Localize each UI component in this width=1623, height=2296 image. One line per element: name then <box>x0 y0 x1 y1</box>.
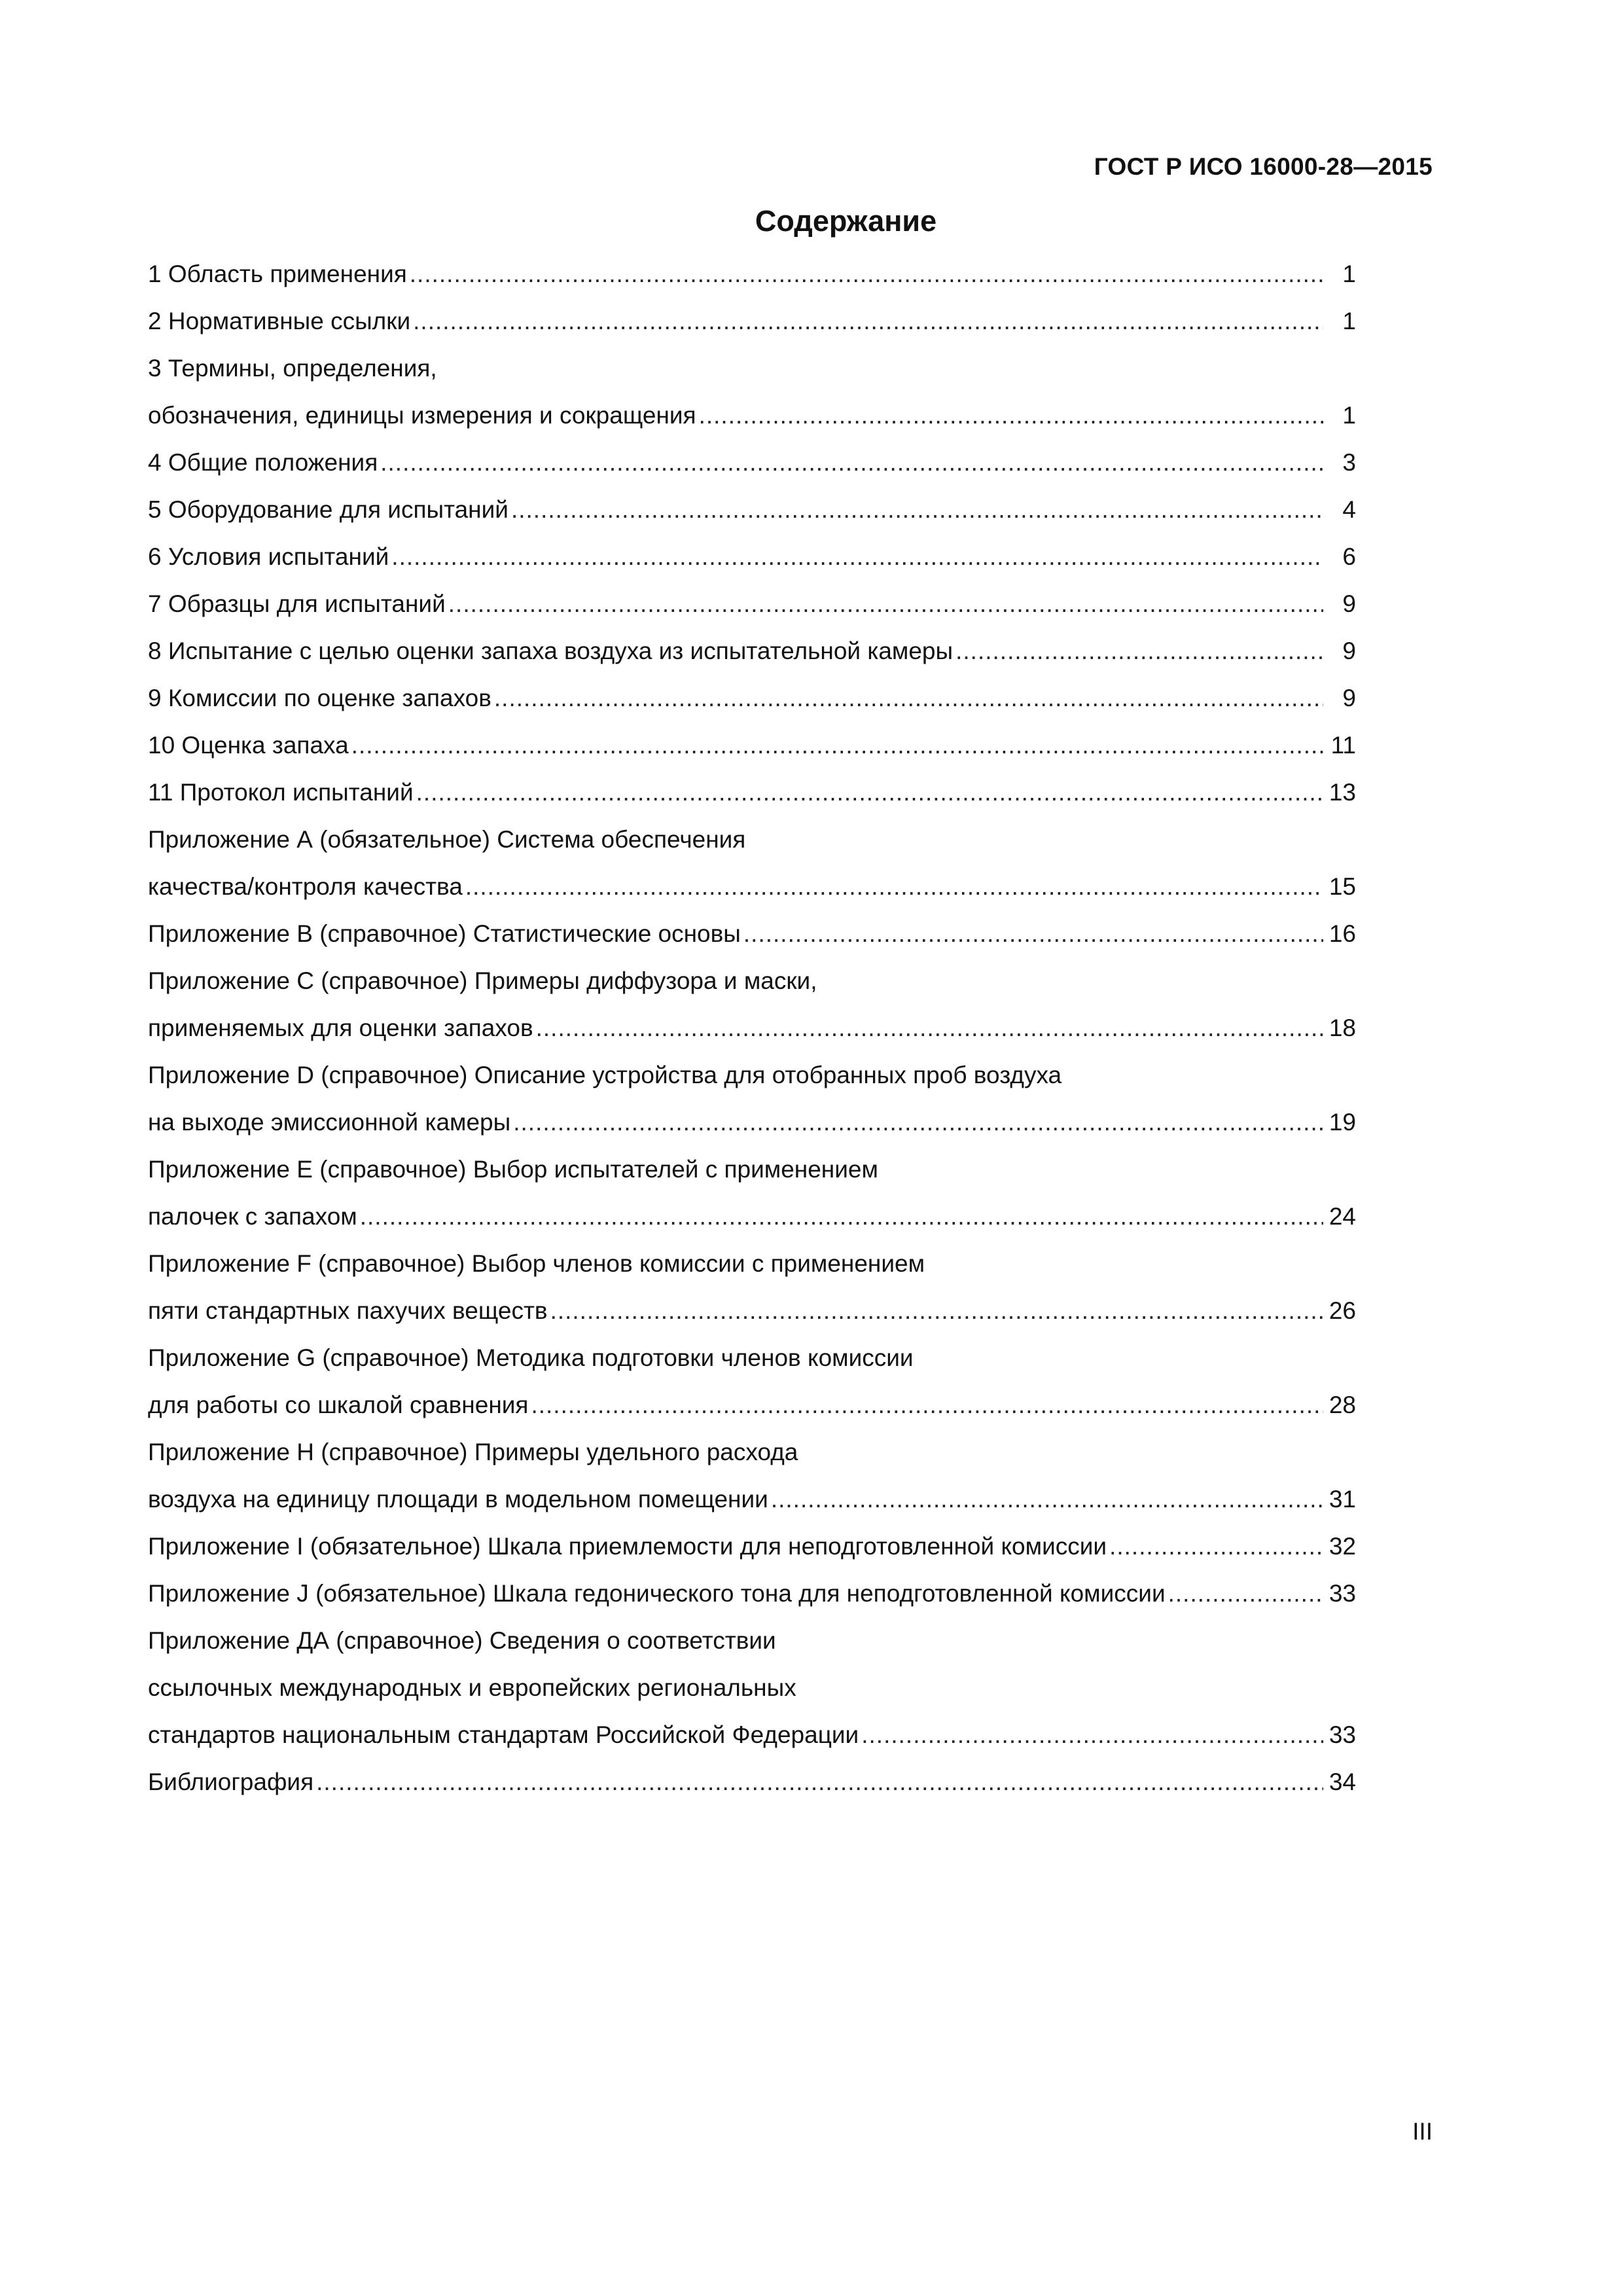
toc-page-number: 33 <box>1329 1580 1356 1607</box>
toc-entry-line <box>148 1570 1356 1617</box>
toc-entry-line <box>148 1287 1356 1335</box>
toc-entry-text: Приложение G (справочное) Методика подготовки членов комиссии <box>148 1344 914 1371</box>
dot-leader <box>1109 1533 1323 1560</box>
dot-leader <box>416 779 1323 806</box>
toc-entry-line <box>148 1712 1356 1759</box>
toc-page-number: 28 <box>1329 1391 1356 1418</box>
dot-leader <box>448 590 1323 618</box>
dot-leader <box>360 1203 1323 1230</box>
toc-page-number: 16 <box>1329 920 1356 947</box>
toc-page-number: 1 <box>1342 260 1356 287</box>
toc-entry-line <box>148 581 1356 628</box>
toc-entry-text: Приложение А (обязательное) Система обеспечения <box>148 826 746 853</box>
toc-page-number: 24 <box>1329 1203 1356 1230</box>
toc-entry-line <box>148 298 1356 345</box>
toc-entry-text: на выходе эмиссионной камеры <box>148 1109 511 1136</box>
toc-entry-line <box>148 1429 1356 1476</box>
toc-page-number: 9 <box>1342 685 1356 711</box>
toc-entry-text: 8 Испытание с целью оценки запаха воздуха из испытательной камеры <box>148 637 954 664</box>
toc-entry-line <box>148 628 1356 675</box>
toc-page-number: 1 <box>1342 402 1356 429</box>
toc-entry-line <box>148 1146 1356 1193</box>
dot-leader <box>494 685 1323 712</box>
toc-entry-text: 5 Оборудование для испытаний <box>148 496 508 523</box>
dot-leader <box>771 1486 1323 1513</box>
toc-entry-line <box>148 1193 1356 1240</box>
toc-entry-line <box>148 816 1356 863</box>
toc-entry-line <box>148 486 1356 533</box>
toc-entry-text: 9 Комиссии по оценке запахов <box>148 685 491 711</box>
toc-page-number: 6 <box>1342 543 1356 570</box>
toc-page-number: 19 <box>1329 1109 1356 1136</box>
toc-entry-line <box>148 1617 1356 1664</box>
dot-leader <box>536 1014 1323 1042</box>
document-code: ГОСТ Р ИСО 16000-28—2015 <box>1094 153 1433 180</box>
toc-entry-line <box>148 722 1356 769</box>
toc-entry-text: Приложение D (справочное) Описание устройства для отобранных проб воздуха <box>148 1062 1062 1088</box>
toc-entry-text: Приложение I (обязательное) Шкала приемлемости для неподготовленной комиссии <box>148 1533 1107 1560</box>
toc-entry-line <box>148 769 1356 816</box>
dot-leader <box>410 260 1323 288</box>
toc-entry-text: Приложение J (обязательное) Шкала гедонического тона для неподготовленной комиссии <box>148 1580 1166 1607</box>
toc-entry-text: Приложение ДА (справочное) Сведения о соответствии <box>148 1627 776 1654</box>
toc-entry-line <box>148 251 1356 298</box>
toc-entry-text: 6 Условия испытаний <box>148 543 389 570</box>
table-of-contents <box>148 251 1356 1806</box>
toc-entry-text: Приложение Е (справочное) Выбор испытателей с применением <box>148 1156 878 1183</box>
dot-leader <box>316 1768 1323 1796</box>
toc-entry-line <box>148 1005 1356 1052</box>
toc-entry-text: 2 Нормативные ссылки <box>148 308 411 334</box>
toc-entry-line <box>148 1759 1356 1806</box>
page-number: III <box>1412 2118 1433 2145</box>
toc-entry-line <box>148 533 1356 581</box>
toc-entry-text: Приложение С (справочное) Примеры диффузора и маски, <box>148 967 817 994</box>
toc-title: Содержание <box>755 204 937 238</box>
toc-entry-line <box>148 392 1356 439</box>
toc-page-number: 31 <box>1329 1486 1356 1513</box>
toc-entry-text: Приложение Н (справочное) Примеры удельного расхода <box>148 1439 798 1465</box>
toc-entry-line <box>148 1664 1356 1712</box>
dot-leader <box>380 449 1323 476</box>
toc-page-number: 11 <box>1330 732 1356 759</box>
toc-entry-line <box>148 1099 1356 1146</box>
toc-entry-line <box>148 1382 1356 1429</box>
toc-entry-text: качества/контроля качества <box>148 873 463 900</box>
toc-page-number: 26 <box>1329 1297 1356 1324</box>
toc-entry-text: ссылочных международных и европейских региональных <box>148 1674 796 1701</box>
toc-entry-line <box>148 345 1356 392</box>
toc-entry-text: воздуха на единицу площади в модельном помещении <box>148 1486 768 1513</box>
dot-leader <box>465 873 1323 901</box>
toc-page-number: 32 <box>1329 1533 1356 1560</box>
dot-leader <box>511 496 1323 524</box>
toc-entry-text: 7 Образцы для испытаний <box>148 590 446 617</box>
toc-page-number: 13 <box>1329 779 1356 806</box>
toc-page-number: 15 <box>1329 873 1356 900</box>
toc-entry-text: Приложение F (справочное) Выбор членов комиссии с применением <box>148 1250 925 1277</box>
toc-entry-line <box>148 1476 1356 1523</box>
toc-entry-text: 11 Протокол испытаний <box>148 779 414 806</box>
toc-entry-line <box>148 675 1356 722</box>
dot-leader <box>743 920 1323 948</box>
toc-entry-line <box>148 910 1356 958</box>
toc-entry-line <box>148 863 1356 910</box>
dot-leader <box>413 308 1323 335</box>
dot-leader <box>861 1721 1323 1749</box>
toc-page-number: 34 <box>1329 1768 1356 1795</box>
dot-leader <box>1168 1580 1323 1607</box>
dot-leader <box>955 637 1323 665</box>
toc-page-number: 9 <box>1342 590 1356 617</box>
toc-entry-text: 10 Оценка запаха <box>148 732 349 759</box>
toc-entry-line <box>148 958 1356 1005</box>
toc-entry-line <box>148 1052 1356 1099</box>
toc-page-number: 18 <box>1329 1014 1356 1041</box>
dot-leader <box>391 543 1323 571</box>
toc-page-number: 3 <box>1342 449 1356 476</box>
toc-page-number: 1 <box>1342 308 1356 334</box>
toc-entry-line <box>148 439 1356 486</box>
toc-entry-text: 1 Область применения <box>148 260 407 287</box>
toc-page-number: 4 <box>1342 496 1356 523</box>
dot-leader <box>699 402 1323 429</box>
toc-entry-line <box>148 1335 1356 1382</box>
toc-page-number: 33 <box>1329 1721 1356 1748</box>
toc-entry-text: применяемых для оценки запахов <box>148 1014 533 1041</box>
toc-entry-text: 3 Термины, определения, <box>148 355 437 382</box>
dot-leader <box>550 1297 1323 1325</box>
toc-entry-text: пяти стандартных пахучих веществ <box>148 1297 548 1324</box>
dot-leader <box>513 1109 1323 1136</box>
toc-entry-text: обозначения, единицы измерения и сокращения <box>148 402 696 429</box>
toc-entry-text: для работы со шкалой сравнения <box>148 1391 529 1418</box>
toc-entry-line <box>148 1523 1356 1570</box>
toc-entry-text: палочек с запахом <box>148 1203 357 1230</box>
toc-entry-text: 4 Общие положения <box>148 449 378 476</box>
toc-page-number: 9 <box>1342 637 1356 664</box>
dot-leader <box>531 1391 1323 1419</box>
toc-entry-text: стандартов национальным стандартам Российской Федерации <box>148 1721 859 1748</box>
toc-entry-line <box>148 1240 1356 1287</box>
toc-entry-text: Приложение В (справочное) Статистические основы <box>148 920 741 947</box>
toc-entry-text: Библиография <box>148 1768 314 1795</box>
dot-leader <box>351 732 1323 759</box>
